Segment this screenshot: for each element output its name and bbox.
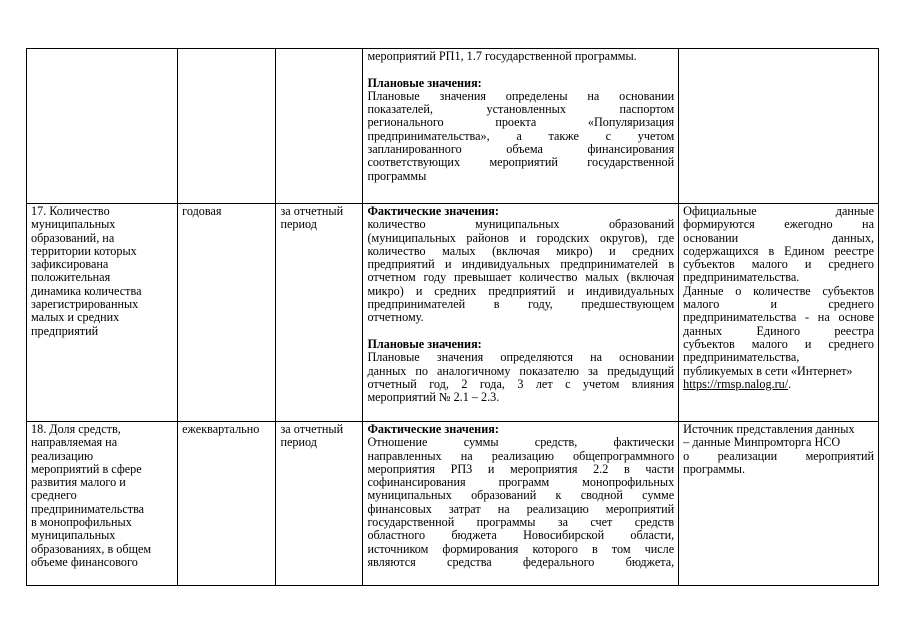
text-line: Отношение суммы средств, фактически — [367, 435, 675, 450]
period-line: за отчетный — [280, 422, 344, 436]
indicator-line: предпринимательства — [31, 501, 145, 516]
text-line: предпринимателей в году, предшествующем — [367, 297, 675, 312]
text-line: количество малых (включая микро) и средних — [367, 243, 675, 258]
text-line: (муниципальных районов и городских округов), где — [367, 230, 675, 245]
indicator-line: образований, на — [31, 230, 115, 245]
actual-heading: Фактические значения: — [367, 422, 499, 436]
source-line: Данные о количестве субъектов — [683, 283, 874, 298]
text-line: мероприятий № 2.1 – 2.3. — [367, 390, 500, 405]
indicators-table — [26, 48, 879, 586]
frequency-text: ежеквартально — [182, 422, 260, 436]
frequency-cell — [178, 204, 276, 422]
indicator-line: муниципальных — [31, 217, 116, 232]
indicator-line: муниципальных — [31, 528, 116, 543]
source-line: формируются ежегодно на — [683, 217, 874, 232]
method-cell — [363, 422, 679, 586]
indicator-cell — [27, 49, 178, 204]
text-line: соответствующих мероприятий государственной — [367, 155, 675, 170]
table-row — [27, 49, 879, 204]
text-line: микро) и средних предприятий и индивидуальных — [367, 283, 675, 298]
text-line: данных по аналогичному показателю за предыдущий — [367, 363, 675, 378]
source-line: публикуемых в сети «Интернет» — [683, 363, 853, 378]
frequency-cell — [178, 49, 276, 204]
source-line: – данные Минпромторга НСО — [683, 435, 841, 450]
table-row — [27, 422, 879, 586]
indicator-line: территории которых — [31, 243, 137, 258]
text-line: запланированного объема финансирования — [367, 142, 675, 157]
source-line: предпринимательства - на основе — [683, 310, 874, 325]
text-line: софинансирования программ монопрофильных — [367, 475, 675, 490]
frequency-cell — [178, 422, 276, 586]
actual-heading: Фактические значения: — [367, 204, 499, 218]
planned-heading: Плановые значения: — [367, 75, 482, 90]
indicator-line: среднего — [31, 488, 77, 503]
text-line: показателей, установленных паспортом — [367, 102, 675, 117]
text-line: являются средства федерального бюджета, — [367, 554, 675, 569]
text-line: предприятий и индивидуальных предпринимателей в — [367, 257, 675, 272]
period-line: за отчетный — [280, 204, 344, 218]
indicator-line: направляемая на — [31, 435, 118, 450]
source-line: предпринимательства, — [683, 350, 800, 365]
indicator-line: 17. Количество — [31, 204, 110, 218]
text-line: программы — [367, 168, 427, 183]
period-line: период — [280, 217, 317, 232]
indicator-line: зарегистрированных — [31, 297, 139, 312]
source-line: содержащихся в Едином реестре — [683, 243, 874, 258]
source-cell — [679, 49, 879, 204]
method-cell — [363, 49, 679, 204]
text-line: количество муниципальных образований — [367, 217, 675, 232]
indicator-line: зафиксирована — [31, 257, 109, 272]
source-link[interactable]: https://rmsp.nalog.ru/ — [683, 376, 789, 391]
source-line: данных Единого реестра — [683, 323, 874, 338]
indicator-line: образованиях, в общем — [31, 541, 152, 556]
source-cell — [679, 204, 879, 422]
indicator-line: реализацию — [31, 448, 94, 463]
period-cell — [276, 204, 363, 422]
method-lead: мероприятий РП1, 1.7 государственной программы. — [367, 49, 637, 63]
source-cell — [679, 422, 879, 586]
indicator-cell — [27, 422, 178, 586]
source-line: о реализации мероприятий — [683, 448, 874, 463]
source-line: Официальные данные — [683, 204, 874, 218]
text-line: источником формирования которого в том числе — [367, 541, 675, 556]
source-line: программы. — [683, 461, 746, 476]
text-line: отчетном году превышает количество малых (включая — [367, 270, 675, 285]
period-cell — [276, 49, 363, 204]
text-line: предпринимательства», а также с учетом — [367, 128, 675, 143]
source-line: предпринимательства. — [683, 270, 800, 285]
indicator-line: положительная — [31, 270, 111, 285]
text-line: отчетному. — [367, 310, 424, 325]
text-line: направленных на реализацию общепрограммного — [367, 448, 675, 463]
indicator-line: объеме финансового — [31, 554, 138, 569]
text-line: финансовых затрат на реализацию мероприятий — [367, 501, 675, 516]
indicator-cell — [27, 204, 178, 422]
source-line: малого и среднего — [683, 297, 874, 312]
source-link-line — [683, 378, 874, 391]
indicator-line: мероприятий в сфере — [31, 461, 142, 476]
text-line: Плановые значения определены на основании — [367, 88, 675, 103]
indicator-line: малых и средних — [31, 310, 120, 325]
table-row — [27, 204, 879, 422]
text-line: мероприятия РП3 и мероприятия 2.2 в части — [367, 461, 675, 476]
indicator-line: динамика количества — [31, 283, 142, 298]
text-line: отчетный год, 2 года, 3 лет с учетом влияния — [367, 376, 675, 391]
source-link-tail: . — [788, 376, 792, 391]
source-line: Источник представления данных — [683, 422, 855, 436]
text-line: муниципальных образований к сводной сумме — [367, 488, 675, 503]
method-cell — [363, 204, 679, 422]
text-line: государственной программы за счет средств — [367, 515, 675, 530]
planned-heading: Плановые значения: — [367, 336, 482, 351]
source-line: субъектов малого и среднего — [683, 257, 874, 272]
frequency-text: годовая — [182, 204, 222, 218]
text-line: регионального проекта «Популяризация — [367, 115, 675, 130]
period-line: период — [280, 435, 317, 450]
indicator-line: предприятий — [31, 323, 99, 338]
period-cell — [276, 422, 363, 586]
source-line: субъектов малого и среднего — [683, 336, 874, 351]
indicator-line: в монопрофильных — [31, 515, 132, 530]
text-line: областного бюджета Новосибирской области, — [367, 528, 675, 543]
indicator-line: развития малого и — [31, 475, 126, 490]
text-line: Плановые значения определяются на основании — [367, 350, 675, 365]
indicator-line: 18. Доля средств, — [31, 422, 121, 436]
source-line: основании данных, — [683, 230, 874, 245]
